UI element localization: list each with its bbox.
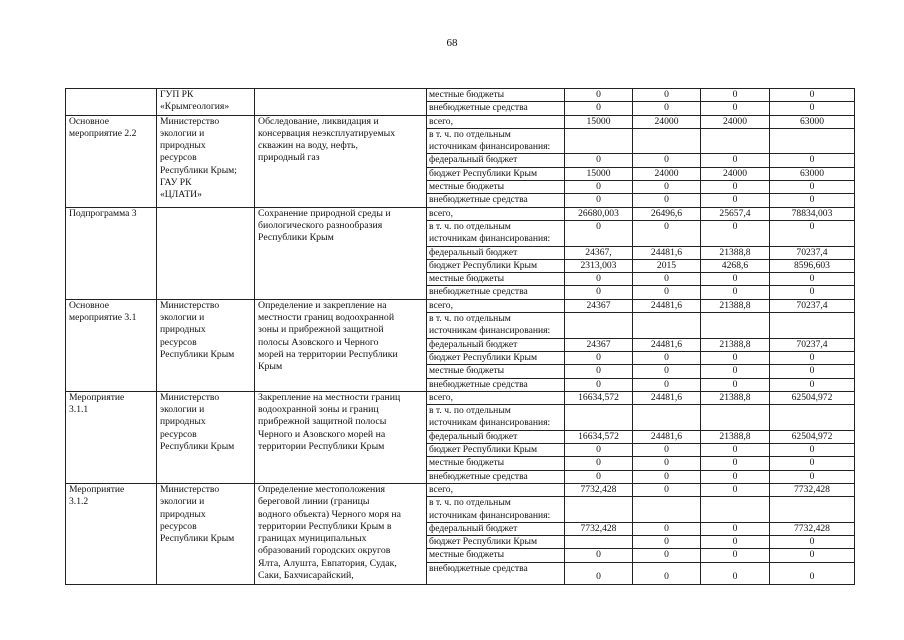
funding-source-cell: бюджет Республики Крым <box>427 351 565 364</box>
table-row <box>66 115 855 128</box>
amount-cell-v4: 0 <box>770 273 855 286</box>
amount-cell-v1 <box>565 497 633 523</box>
funding-source-line: в т. ч. по отдельным <box>429 497 511 509</box>
executor-line: Республики Крым; <box>160 164 237 176</box>
amount-cell-v3: 0 <box>701 457 770 470</box>
amount-cell-v4: 0 <box>770 536 855 549</box>
amount-cell-v2: 0 <box>633 549 701 562</box>
executor-cell <box>157 391 255 483</box>
amount-cell-v1: 16634,572 <box>565 430 633 443</box>
amount-cell-v1: 0 <box>565 286 633 299</box>
amount-cell-v3: 0 <box>701 562 770 584</box>
description-line: Саки, Бахчисарайский, <box>258 569 354 581</box>
funding-source-cell <box>427 313 565 339</box>
amount-cell-v4: 0 <box>770 562 855 584</box>
amount-cell-v1: 0 <box>565 378 633 391</box>
amount-cell-v2: 0 <box>633 89 701 102</box>
funding-source-cell: внебюджетные средства <box>427 378 565 391</box>
funding-source-line: источникам финансирования: <box>429 325 551 337</box>
program-name-cell <box>66 115 157 207</box>
program-name-cell <box>66 391 157 483</box>
description-cell <box>255 89 427 116</box>
amount-cell-v3: 0 <box>701 89 770 102</box>
amount-cell-v3: 21388,8 <box>701 299 770 312</box>
table-row <box>66 299 855 312</box>
amount-cell-v2: 24000 <box>633 167 701 180</box>
executor-cell <box>157 115 255 207</box>
program-name-cell <box>66 89 157 116</box>
funding-table <box>65 88 855 585</box>
amount-cell-v4: 70237,4 <box>770 299 855 312</box>
amount-cell-v3 <box>701 497 770 523</box>
amount-cell-v3: 0 <box>701 194 770 207</box>
funding-source-cell: местные бюджеты <box>427 457 565 470</box>
funding-source-cell: местные бюджеты <box>427 549 565 562</box>
amount-cell-v1: 0 <box>565 89 633 102</box>
amount-cell-v2: 26496,6 <box>633 207 701 220</box>
amount-cell-v2: 0 <box>633 536 701 549</box>
description-line: Республики Крым <box>258 232 334 244</box>
amount-cell-v1: 24367 <box>565 338 633 351</box>
funding-source-line: источникам финансирования: <box>429 233 551 245</box>
funding-source-cell: бюджет Республики Крым <box>427 259 565 272</box>
program-name-line: мероприятие 3.1 <box>69 312 137 324</box>
executor-line: экологии и <box>160 312 205 324</box>
amount-cell-v3: 25657,4 <box>701 207 770 220</box>
executor-line: ГАУ РК <box>160 177 192 189</box>
executor-line: Республики Крым <box>160 441 235 453</box>
executor-line: Министерство <box>160 115 220 127</box>
amount-cell-v1: 7732,428 <box>565 483 633 496</box>
funding-source-cell: всего, <box>427 391 565 404</box>
amount-cell-v3: 0 <box>701 444 770 457</box>
amount-cell-v4: 0 <box>770 365 855 378</box>
executor-line: Республики Крым <box>160 533 235 545</box>
amount-cell-v4: 62504,972 <box>770 430 855 443</box>
funding-source-cell: внебюджетные средства <box>427 194 565 207</box>
description-line: биологического разнообразия <box>258 219 383 231</box>
funding-source-cell <box>427 405 565 431</box>
amount-cell-v4: 0 <box>770 457 855 470</box>
funding-source-cell: всего, <box>427 115 565 128</box>
funding-source-cell <box>427 220 565 246</box>
executor-line: ресурсов <box>160 520 197 532</box>
amount-cell-v4: 0 <box>770 220 855 246</box>
amount-cell-v4: 70237,4 <box>770 246 855 259</box>
executor-cell <box>157 483 255 584</box>
amount-cell-v2: 0 <box>633 273 701 286</box>
funding-source-cell: местные бюджеты <box>427 181 565 194</box>
amount-cell-v1: 0 <box>565 444 633 457</box>
funding-source-line: в т. ч. по отдельным <box>429 405 511 417</box>
amount-cell-v4: 0 <box>770 181 855 194</box>
amount-cell-v2: 0 <box>633 378 701 391</box>
amount-cell-v4 <box>770 128 855 154</box>
executor-line: экологии и <box>160 496 205 508</box>
amount-cell-v3: 21388,8 <box>701 430 770 443</box>
funding-source-line: в т. ч. по отдельным <box>429 313 511 325</box>
funding-source-line: источникам финансирования: <box>429 141 551 153</box>
amount-cell-v3: 0 <box>701 536 770 549</box>
amount-cell-v1 <box>565 405 633 431</box>
amount-cell-v4: 0 <box>770 286 855 299</box>
funding-source-cell: внебюджетные средства <box>427 102 565 115</box>
program-name-line: Мероприятие <box>69 391 125 403</box>
amount-cell-v4: 0 <box>770 444 855 457</box>
funding-source-line: источникам финансирования: <box>429 417 551 429</box>
amount-cell-v2: 0 <box>633 194 701 207</box>
funding-source-cell <box>427 497 565 523</box>
description-line: скважин на воду, нефть, <box>258 140 358 152</box>
amount-cell-v1: 0 <box>565 549 633 562</box>
amount-cell-v2: 0 <box>633 181 701 194</box>
description-line: Закрепление на местности границ <box>258 391 401 403</box>
amount-cell-v2: 2015 <box>633 259 701 272</box>
program-name-cell <box>66 483 157 584</box>
executor-line: «Крымгеология» <box>160 101 230 113</box>
amount-cell-v1: 7732,428 <box>565 522 633 535</box>
amount-cell-v2: 0 <box>633 457 701 470</box>
table-row <box>66 207 855 220</box>
amount-cell-v2: 0 <box>633 154 701 167</box>
program-name-line: Подпрограмма 3 <box>69 207 137 219</box>
funding-source-cell: местные бюджеты <box>427 273 565 286</box>
amount-cell-v3: 0 <box>701 483 770 496</box>
amount-cell-v3 <box>701 405 770 431</box>
funding-source-cell: федеральный бюджет <box>427 154 565 167</box>
amount-cell-v4: 63000 <box>770 167 855 180</box>
amount-cell-v2: 24481,6 <box>633 246 701 259</box>
amount-cell-v2 <box>633 405 701 431</box>
funding-source-cell: местные бюджеты <box>427 365 565 378</box>
program-name-line: Основное <box>69 299 109 311</box>
amount-cell-v2: 0 <box>633 286 701 299</box>
amount-cell-v1: 0 <box>565 102 633 115</box>
executor-cell <box>157 207 255 299</box>
amount-cell-v1: 0 <box>565 181 633 194</box>
amount-cell-v2: 24481,6 <box>633 391 701 404</box>
amount-cell-v3: 21388,8 <box>701 391 770 404</box>
funding-source-line: в т. ч. по отдельным <box>429 220 511 232</box>
description-line: границах муниципальных <box>258 533 367 545</box>
amount-cell-v1: 15000 <box>565 115 633 128</box>
program-name-line: мероприятие 2.2 <box>69 127 137 139</box>
executor-cell <box>157 89 255 116</box>
funding-source-cell: внебюджетные средства <box>427 562 565 584</box>
funding-source-cell: федеральный бюджет <box>427 522 565 535</box>
executor-line: Министерство <box>160 391 220 403</box>
amount-cell-v4: 0 <box>770 470 855 483</box>
amount-cell-v4: 0 <box>770 351 855 364</box>
table-row <box>66 483 855 496</box>
description-line: прибрежной защитной полосы <box>258 416 387 428</box>
amount-cell-v4: 8596,603 <box>770 259 855 272</box>
amount-cell-v2: 0 <box>633 483 701 496</box>
program-name-line: Мероприятие <box>69 483 125 495</box>
executor-line: ГУП РК <box>160 89 194 100</box>
executor-line: «ЦЛАТИ» <box>160 189 202 201</box>
amount-cell-v4: 0 <box>770 89 855 102</box>
funding-source-cell: внебюджетные средства <box>427 470 565 483</box>
description-line: местности границ водоохранной <box>258 312 395 324</box>
executor-line: природных <box>160 324 206 336</box>
funding-source-cell: бюджет Республики Крым <box>427 167 565 180</box>
description-line: Обследование, ликвидация и <box>258 115 379 127</box>
funding-source-cell: федеральный бюджет <box>427 430 565 443</box>
amount-cell-v3: 0 <box>701 181 770 194</box>
executor-line: Министерство <box>160 299 220 311</box>
amount-cell-v2: 24000 <box>633 115 701 128</box>
amount-cell-v3: 0 <box>701 286 770 299</box>
amount-cell-v2: 0 <box>633 102 701 115</box>
executor-line: экологии и <box>160 127 205 139</box>
amount-cell-v3: 4268,6 <box>701 259 770 272</box>
executor-line: Министерство <box>160 483 220 495</box>
funding-source-cell: местные бюджеты <box>427 89 565 102</box>
funding-source-cell: федеральный бюджет <box>427 246 565 259</box>
amount-cell-v4 <box>770 405 855 431</box>
executor-line: Республики Крым <box>160 348 235 360</box>
description-line: береговой линии (границы <box>258 496 370 508</box>
amount-cell-v3: 0 <box>701 154 770 167</box>
program-name-line: 3.1.2 <box>69 496 89 508</box>
executor-line: природных <box>160 508 206 520</box>
amount-cell-v1: 0 <box>565 194 633 207</box>
amount-cell-v3: 0 <box>701 549 770 562</box>
description-line: территории Республики Крым в <box>258 520 392 532</box>
funding-source-line: источникам финансирования: <box>429 509 551 521</box>
amount-cell-v1: 15000 <box>565 167 633 180</box>
amount-cell-v2: 0 <box>633 351 701 364</box>
amount-cell-v1: 0 <box>565 457 633 470</box>
description-line: полосы Азовского и Черного <box>258 336 379 348</box>
amount-cell-v3: 24000 <box>701 115 770 128</box>
amount-cell-v1: 24367, <box>565 246 633 259</box>
description-cell <box>255 391 427 483</box>
funding-source-cell <box>427 128 565 154</box>
amount-cell-v4: 63000 <box>770 115 855 128</box>
amount-cell-v4: 0 <box>770 154 855 167</box>
program-name-line: 3.1.1 <box>69 404 89 416</box>
amount-cell-v2: 24481,6 <box>633 430 701 443</box>
funding-source-cell: федеральный бюджет <box>427 338 565 351</box>
description-line: Определение и закрепление на <box>258 299 387 311</box>
amount-cell-v4: 0 <box>770 194 855 207</box>
amount-cell-v1 <box>565 536 633 549</box>
amount-cell-v3: 0 <box>701 220 770 246</box>
amount-cell-v2: 24481,6 <box>633 338 701 351</box>
description-line: Черного и Азовского морей на <box>258 428 386 440</box>
description-cell <box>255 483 427 584</box>
funding-source-cell: всего, <box>427 299 565 312</box>
executor-cell <box>157 299 255 391</box>
description-line: Определение местоположения <box>258 483 386 495</box>
description-line: Крым <box>258 361 283 373</box>
amount-cell-v4: 0 <box>770 549 855 562</box>
amount-cell-v3: 0 <box>701 273 770 286</box>
amount-cell-v1 <box>565 313 633 339</box>
amount-cell-v2 <box>633 313 701 339</box>
amount-cell-v3: 0 <box>701 378 770 391</box>
amount-cell-v3: 0 <box>701 365 770 378</box>
description-line: природный газ <box>258 152 320 164</box>
amount-cell-v4: 7732,428 <box>770 483 855 496</box>
description-line: водоохранной зоны и границ <box>258 404 379 416</box>
executor-line: ресурсов <box>160 428 197 440</box>
description-cell <box>255 299 427 391</box>
amount-cell-v3: 24000 <box>701 167 770 180</box>
amount-cell-v1: 0 <box>565 220 633 246</box>
funding-source-cell: всего, <box>427 483 565 496</box>
amount-cell-v4 <box>770 497 855 523</box>
amount-cell-v4: 0 <box>770 378 855 391</box>
amount-cell-v4: 7732,428 <box>770 522 855 535</box>
description-line: Сохранение природной среды и <box>258 207 391 219</box>
executor-line: ресурсов <box>160 152 197 164</box>
amount-cell-v3: 0 <box>701 102 770 115</box>
amount-cell-v1: 0 <box>565 365 633 378</box>
executor-line: природных <box>160 140 206 152</box>
amount-cell-v3: 21388,8 <box>701 338 770 351</box>
program-name-cell <box>66 299 157 391</box>
amount-cell-v3 <box>701 313 770 339</box>
amount-cell-v4: 78834,003 <box>770 207 855 220</box>
amount-cell-v2: 0 <box>633 522 701 535</box>
program-name-cell <box>66 207 157 299</box>
amount-cell-v1: 0 <box>565 562 633 584</box>
description-line: образований городских округов <box>258 545 391 557</box>
description-line: территории Республики Крым <box>258 441 385 453</box>
amount-cell-v1: 26680,003 <box>565 207 633 220</box>
amount-cell-v2 <box>633 497 701 523</box>
amount-cell-v2: 0 <box>633 365 701 378</box>
executor-line: ресурсов <box>160 336 197 348</box>
amount-cell-v4 <box>770 313 855 339</box>
amount-cell-v2: 0 <box>633 444 701 457</box>
amount-cell-v1 <box>565 128 633 154</box>
amount-cell-v4: 62504,972 <box>770 391 855 404</box>
amount-cell-v1: 0 <box>565 470 633 483</box>
amount-cell-v2 <box>633 128 701 154</box>
description-line: консервация неэксплуатируемых <box>258 127 396 139</box>
description-line: зоны и прибрежной защитной <box>258 324 384 336</box>
executor-line: природных <box>160 416 206 428</box>
funding-source-line: в т. ч. по отдельным <box>429 128 511 140</box>
amount-cell-v1: 16634,572 <box>565 391 633 404</box>
table-row <box>66 391 855 404</box>
table-row <box>66 89 855 102</box>
amount-cell-v3: 0 <box>701 351 770 364</box>
description-cell <box>255 207 427 299</box>
description-line: морей на территории Республики <box>258 348 398 360</box>
amount-cell-v3 <box>701 128 770 154</box>
description-line: Ялта, Алушта, Евпатория, Судак, <box>258 557 397 569</box>
executor-line: экологии и <box>160 404 205 416</box>
amount-cell-v1: 0 <box>565 154 633 167</box>
funding-source-cell: всего, <box>427 207 565 220</box>
amount-cell-v2: 24481,6 <box>633 299 701 312</box>
amount-cell-v1: 0 <box>565 273 633 286</box>
funding-source-cell: внебюджетные средства <box>427 286 565 299</box>
page-number: 68 <box>446 37 458 49</box>
description-cell <box>255 115 427 207</box>
amount-cell-v1: 2313,003 <box>565 259 633 272</box>
funding-source-cell: бюджет Республики Крым <box>427 536 565 549</box>
amount-cell-v3: 0 <box>701 522 770 535</box>
program-name-line: Основное <box>69 115 109 127</box>
funding-source-cell: бюджет Республики Крым <box>427 444 565 457</box>
description-line: водного объекта) Черного моря на <box>258 508 401 520</box>
amount-cell-v3: 21388,8 <box>701 246 770 259</box>
amount-cell-v3: 0 <box>701 470 770 483</box>
amount-cell-v4: 0 <box>770 102 855 115</box>
amount-cell-v4: 70237,4 <box>770 338 855 351</box>
amount-cell-v1: 0 <box>565 351 633 364</box>
amount-cell-v2: 0 <box>633 470 701 483</box>
amount-cell-v2: 0 <box>633 562 701 584</box>
amount-cell-v1: 24367 <box>565 299 633 312</box>
amount-cell-v2: 0 <box>633 220 701 246</box>
